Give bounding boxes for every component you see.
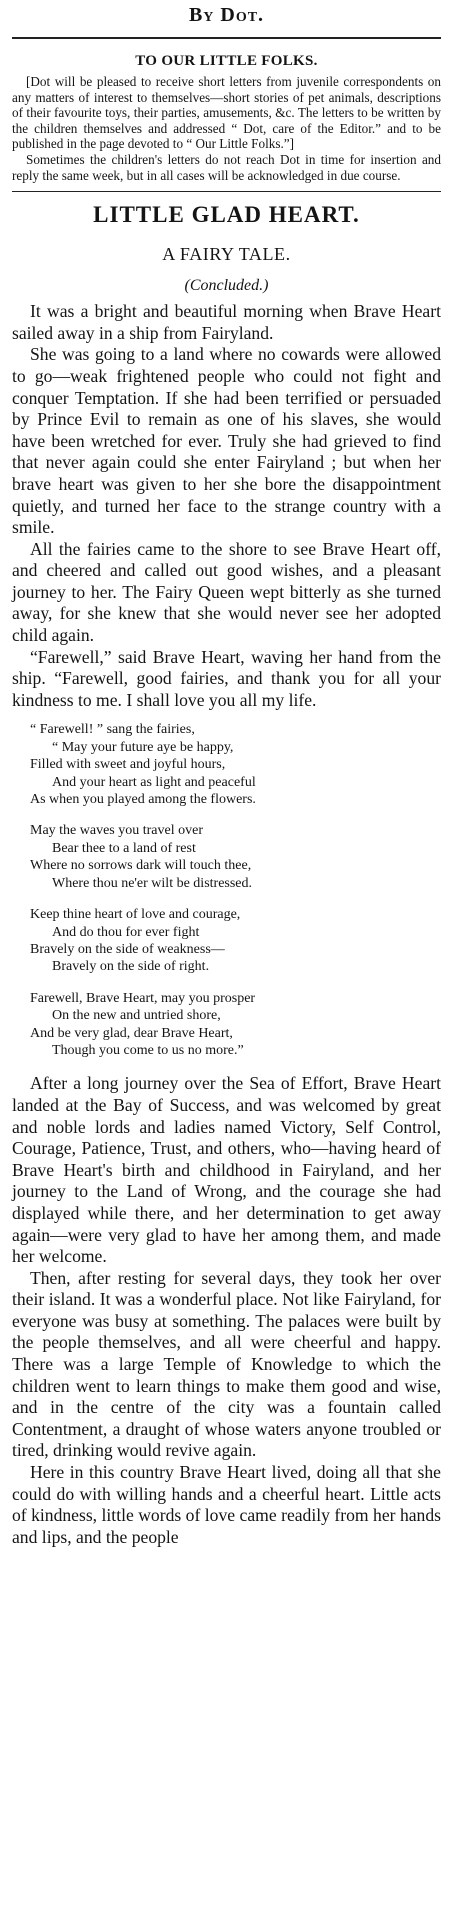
story-title: LITTLE GLAD HEART.	[93, 202, 360, 228]
poem-line: And do thou for ever fight	[52, 924, 200, 940]
poem-line: Bear thee to a land of rest	[52, 840, 196, 856]
story-body	[12, 301, 441, 711]
poem-line: “ May your future aye be happy,	[52, 739, 234, 755]
poem-line: Though you come to us no more.”	[52, 1042, 244, 1058]
poem-line: Where thou ne'er wilt be distressed.	[52, 875, 253, 891]
byline: By Dot.	[188, 4, 265, 26]
divider	[12, 37, 441, 39]
poem	[12, 721, 441, 1059]
poem-line: Where no sorrows dark will touch thee,	[30, 858, 252, 874]
story-paragraph: Then, after resting for several days, they took her over their island. It was a wonderful place. Not like Fairyland, for everyone was busy at something. The palaces were built by the people themselves, and all were cheerful and happy. There was a large Temple of Knowledge to which the children went to learn things to make them good and wise, and in the centre of the city was a fountain called Contentment, a draught of whose waters anyone troubled or tired, drinking would revive again.	[12, 1267, 441, 1461]
story-paragraph: She was going to a land where no cowards were allowed to go—weak frightened people who could not fight and conquer Temptation. If she had been terrified or persuaded by Prince Evil to remain as one of his slaves, she would have been wretched for ever. Truly she had grieved to find that never again could she enter Fairyland ; but when her brave heart was given to her she bore the disappointment quietly, and turned her face to the strange country with a smile.	[12, 344, 441, 538]
poem-line: Farewell, Brave Heart, may you prosper	[30, 990, 256, 1006]
divider	[12, 191, 441, 192]
story-paragraph: After a long journey over the Sea of Effort, Brave Heart landed at the Bay of Success, and was welcomed by great and noble lords and ladies named Victory, Self Control, Courage, Patience, Trust, and others, who—having heard of Brave Heart's birth and childhood in Fairyland, and her journey to the Land of Wrong, and the courage she had displayed while there, and her determination to get away again—were very glad to have her among them, and made her welcome.	[12, 1073, 441, 1267]
story-paragraph: “Farewell,” said Brave Heart, waving her hand from the ship. “Farewell, good fairies, and thank you for all your kindness to me. I shall love you all my life.	[12, 646, 441, 710]
poem-line: On the new and untried shore,	[52, 1008, 221, 1024]
poem-stanza	[30, 906, 441, 976]
poem-line: May the waves you travel over	[30, 823, 203, 839]
poem-stanza	[30, 990, 441, 1060]
story-paragraph: All the fairies came to the shore to see Brave Heart off, and cheered and called out good wishes, and a pleasant journey to her. The Fairy Queen wept bitterly as she turned away, for she knew that she would never see her adopted child again.	[12, 538, 441, 646]
notice-box	[12, 53, 441, 183]
poem-line: Bravely on the side of weakness—	[30, 941, 225, 957]
poem-line: Keep thine heart of love and courage,	[30, 907, 241, 923]
concluded-note: (Concluded.)	[184, 277, 269, 295]
poem-stanza	[30, 721, 441, 808]
story-paragraph: It was a bright and beautiful morning when Brave Heart sailed away in a ship from Fairyland.	[12, 301, 441, 343]
poem-line: As when you played among the flowers.	[30, 792, 256, 808]
notice-paragraph: Sometimes the children's letters do not reach Dot in time for insertion and reply the same week, but in all cases will be acknowledged in due course.	[12, 151, 441, 183]
story-body-continued	[12, 1073, 441, 1548]
poem-line: Bravely on the side of right.	[52, 959, 210, 975]
poem-line: Filled with sweet and joyful hours,	[30, 757, 226, 773]
poem-line: And be very glad, dear Brave Heart,	[30, 1025, 233, 1041]
poem-line: And your heart as light and peaceful	[52, 774, 256, 790]
poem-line: “ Farewell! ” sang the fairies,	[30, 722, 195, 738]
notice-heading: TO OUR LITTLE FOLKS.	[135, 53, 318, 69]
story-subtitle: A FAIRY TALE.	[162, 244, 291, 265]
story-paragraph: Here in this country Brave Heart lived, doing all that she could do with willing hands and a cheerful heart. Little acts of kindness, little words of love came readily from her hands and lips, and the people	[12, 1462, 441, 1547]
poem-stanza	[30, 822, 441, 892]
notice-paragraph: [Dot will be pleased to receive short letters from juvenile correspondents on any matters of interest to themselves—short stories of pet animals, descriptions of their favourite toys, their parties, amusements, &c. The letters to be written by the children themselves and addressed “ Dot, care of the Editor.” and to be published in the page devoted to “ Our Little Folks.”]	[12, 74, 441, 152]
